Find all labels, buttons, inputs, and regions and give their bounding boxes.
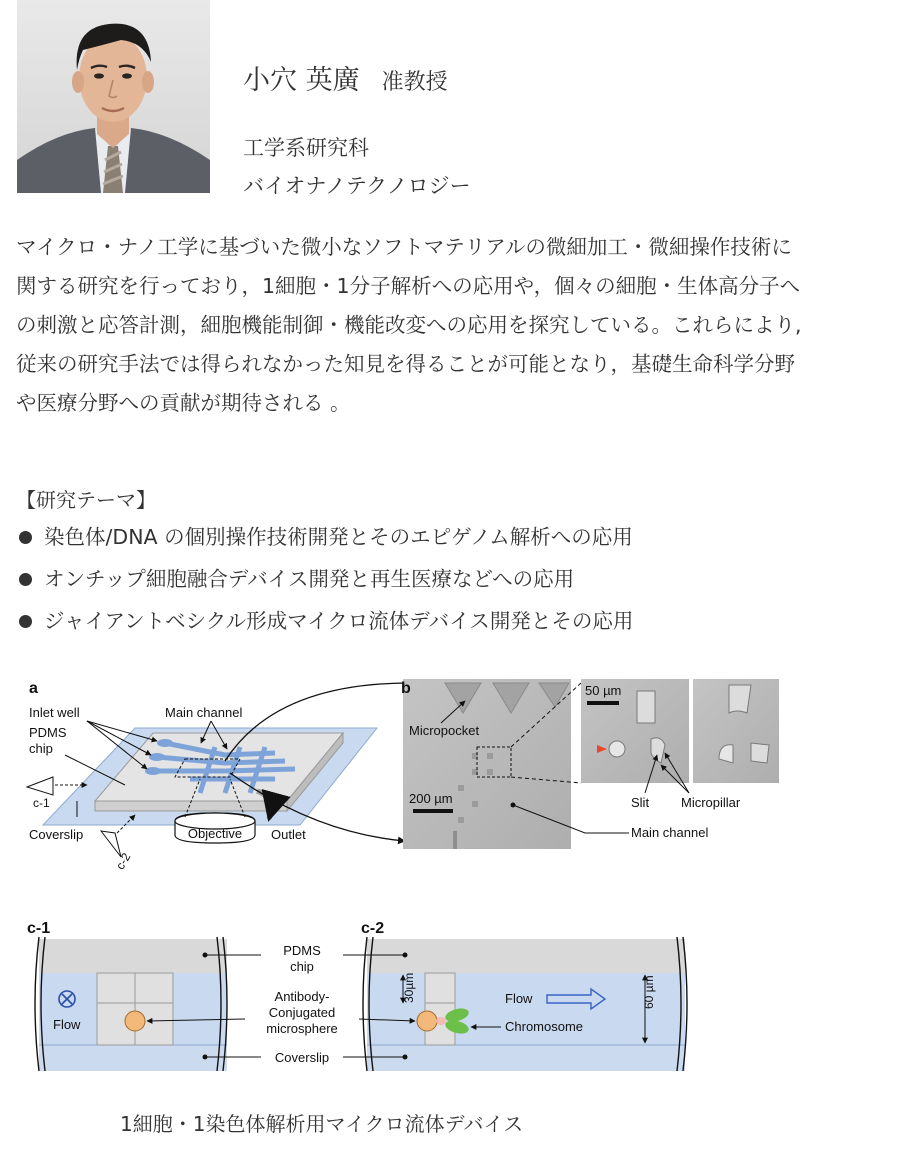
scale-200-label: 200 µm (409, 791, 453, 806)
c2-view-label: c-2 (112, 850, 134, 872)
chromosome-label: Chromosome (505, 1019, 584, 1034)
coverslip-label: Coverslip (29, 827, 84, 842)
theme-item (16, 564, 633, 606)
panel-c1-label: c-1 (27, 920, 51, 937)
figure-caption: 1細胞・1染色体解析用マイクロ流体デバイス (120, 1112, 524, 1136)
theme-item (16, 522, 633, 564)
themes-list (16, 522, 633, 648)
inlet-well-label: Inlet well (29, 705, 80, 720)
c2-diagram (363, 937, 687, 1071)
panel-b-label: b (401, 680, 411, 697)
slit-label: Slit (631, 795, 650, 810)
panel-b (401, 679, 779, 849)
outlet-label: Outlet (271, 827, 306, 842)
bullet-icon (19, 573, 32, 586)
description-line: マイクロ・ナノ工学に基づいた微小なソフトマテリアルの微細加工・微細操作技術に (16, 235, 792, 259)
research-description (16, 228, 908, 423)
panel-a (27, 680, 410, 872)
sem-image-main (403, 679, 571, 849)
c1-view-label: c-1 (33, 796, 50, 810)
pdms-label-line2: chip (29, 741, 53, 756)
main-channel-label: Main channel (165, 705, 243, 720)
profile-department: 工学系研究科 (243, 136, 369, 160)
objective-label: Objective (187, 826, 243, 841)
bullet-icon (19, 531, 32, 544)
description-line: や医療分野への貢献が期待される 。 (16, 391, 351, 415)
bullet-icon (19, 615, 32, 628)
portrait-image (17, 0, 210, 193)
main-channel-label-b: Main channel (631, 825, 709, 840)
pdms-c-label-line2: chip (290, 959, 314, 974)
panel-a-label: a (29, 680, 38, 697)
panel-c2-label: c-2 (361, 920, 385, 937)
theme-text: ジャイアントベシクル形成マイクロ流体デバイス開発とその応用 (44, 609, 634, 633)
flow-right-label: Flow (505, 991, 533, 1006)
dim-60-label: 60 µm (642, 975, 656, 1009)
coverslip-c-label: Coverslip (274, 1050, 330, 1065)
figure-svg (25, 673, 785, 1083)
pdms-label-line1: PDMS (29, 725, 67, 740)
device-figure (25, 673, 785, 1087)
scale-50-label: 50 µm (585, 683, 622, 698)
micropocket-label: Micropocket (409, 723, 480, 738)
theme-text: オンチップ細胞融合デバイス開発と再生医療などへの応用 (44, 567, 575, 591)
themes-heading: 【研究テーマ】 (16, 488, 156, 512)
flow-left-label: Flow (53, 1017, 81, 1032)
antibody-label-line2: Conjugated (268, 1005, 336, 1020)
antibody-label-line1: Antibody- (274, 989, 330, 1004)
dim-30-label: 30µm (402, 972, 416, 1003)
pdms-c-label-line1: PDMS (283, 943, 321, 958)
theme-item (16, 606, 633, 648)
description-line: 従来の研究手法では得られなかった知見を得ることが可能となり，基礎生命科学分野 (16, 352, 795, 376)
profile-name-line (243, 58, 448, 97)
theme-text: 染色体/DNA の個別操作技術開発とそのエピゲノム解析への応用 (44, 525, 633, 549)
panel-c (27, 920, 687, 1071)
profile-lab: バイオナノテクノロジー (243, 174, 471, 198)
c1-diagram (35, 937, 227, 1071)
description-line: の刺激と応答計測，細胞機能制御・機能改変への応用を探究している。これらにより, (16, 313, 802, 337)
antibody-label-line3: microsphere (266, 1021, 338, 1036)
profile-photo (17, 0, 210, 193)
description-line: 関する研究を行っており，1細胞・1分子解析への応用や，個々の細胞・生体高分子へ (16, 274, 801, 298)
micropillar-label: Micropillar (681, 795, 741, 810)
profile-title: 准教授 (381, 70, 448, 95)
profile-name: 小穴 英廣 (243, 65, 360, 96)
